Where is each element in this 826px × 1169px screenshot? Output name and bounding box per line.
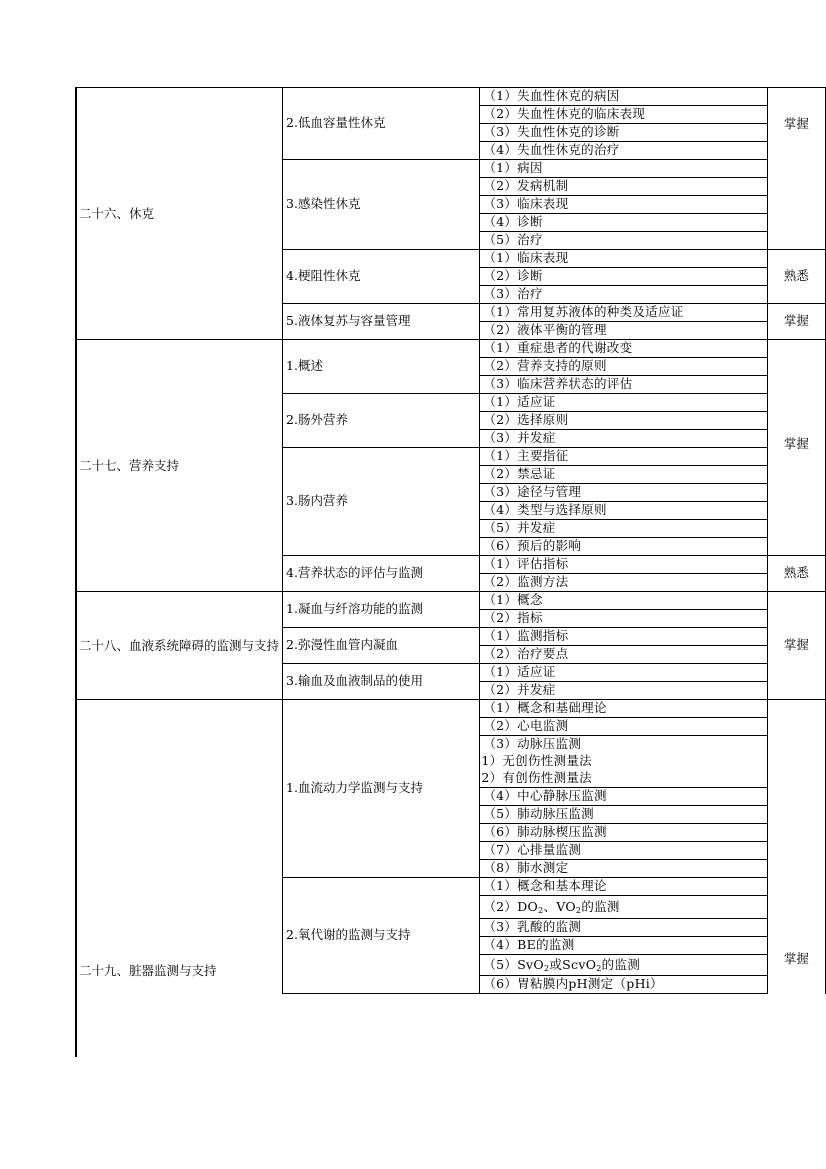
topic-title: 1.凝血与纤溶功能的监测	[283, 592, 480, 628]
item-text: （1）适应证	[480, 664, 767, 682]
item-text: （2）并发症	[480, 682, 767, 700]
item-text: （2）营养支持的原则	[480, 358, 767, 376]
table-row	[76, 592, 826, 610]
syllabus-body	[76, 88, 826, 994]
item-text: （4）BE的监测	[480, 937, 767, 955]
item-text: （7）心排量监测	[480, 842, 767, 860]
topic-title: 4.营养状态的评估与监测	[283, 556, 480, 592]
item-text: （2）指标	[480, 610, 767, 628]
item-text: （1）概念和基础理论	[480, 700, 767, 718]
item-text: （5）SvO$_2$或ScvO$_2$的监测	[480, 955, 767, 976]
item-text: （1）病因	[480, 160, 767, 178]
item-text: （1）概念	[480, 592, 767, 610]
item-text: （1）失血性休克的病因	[480, 88, 767, 106]
item-text: （3）失血性休克的诊断	[480, 124, 767, 142]
item-text: （3）途径与管理	[480, 484, 767, 502]
item-text: （2）液体平衡的管理	[480, 322, 767, 340]
topic-title: 1.血流动力学监测与支持	[283, 700, 480, 878]
item-text: （6）胃粘膜内pH测定（pHi）	[480, 976, 767, 994]
topic-title: 2.低血容量性休克	[283, 88, 480, 160]
topic-title: 2.肠外营养	[283, 394, 480, 448]
topic-title: 3.肠内营养	[283, 448, 480, 556]
requirement-level: 掌握	[767, 304, 825, 340]
item-text: （6）肺动脉楔压监测	[480, 824, 767, 842]
item-text: （4）类型与选择原则	[480, 502, 767, 520]
requirement-level: 掌握	[767, 88, 825, 250]
item-text: （3）临床表现	[480, 196, 767, 214]
item-text: （1）监测指标	[480, 628, 767, 646]
item-text: （3）临床营养状态的评估	[480, 376, 767, 394]
syllabus-table	[75, 87, 826, 994]
item-text: （2）禁忌证	[480, 466, 767, 484]
unit-title: 二十七、营养支持	[76, 340, 283, 592]
topic-title: 3.输血及血液制品的使用	[283, 664, 480, 700]
topic-title: 4.梗阻性休克	[283, 250, 480, 304]
item-text: （5）肺动脉压监测	[480, 806, 767, 824]
item-text: （2）选择原则	[480, 412, 767, 430]
requirement-level: 掌握	[767, 700, 825, 994]
item-text: （2）诊断	[480, 268, 767, 286]
unit-title: 二十六、休克	[76, 88, 283, 340]
unit-title: 二十八、血液系统障碍的监测与支持	[76, 592, 283, 700]
topic-title: 2.弥漫性血管内凝血	[283, 628, 480, 664]
requirement-level: 掌握	[767, 592, 825, 700]
item-text: （3）乳酸的监测	[480, 919, 767, 937]
item-text: （1）常用复苏液体的种类及适应证	[480, 304, 767, 322]
item-text: （4）诊断	[480, 214, 767, 232]
item-text: （5）治疗	[480, 232, 767, 250]
item-text: 1）无创伤性测量法	[480, 753, 767, 770]
item-text: （8）肺水测定	[480, 860, 767, 878]
item-text: 2）有创伤性测量法	[480, 770, 767, 788]
item-text: （4）失血性休克的治疗	[480, 142, 767, 160]
item-text: （6）预后的影响	[480, 538, 767, 556]
item-text: （2）失血性休克的临床表现	[480, 106, 767, 124]
topic-title: 5.液体复苏与容量管理	[283, 304, 480, 340]
topic-title: 3.感染性休克	[283, 160, 480, 250]
item-text: （1）概念和基本理论	[480, 878, 767, 896]
item-text: （1）评估指标	[480, 556, 767, 574]
requirement-level: 熟悉	[767, 250, 825, 304]
item-text: （2）发病机制	[480, 178, 767, 196]
item-text: （2）治疗要点	[480, 646, 767, 664]
topic-title: 1.概述	[283, 340, 480, 394]
item-text: （4）中心静脉压监测	[480, 788, 767, 806]
item-text: （3）并发症	[480, 430, 767, 448]
item-text: （1）主要指征	[480, 448, 767, 466]
item-text: （3）治疗	[480, 286, 767, 304]
item-text: （1）适应证	[480, 394, 767, 412]
item-text: $(2)DO_2$、$VO_2$的监测	[480, 896, 767, 919]
requirement-level: 熟悉	[767, 556, 825, 592]
item-text: （1）重症患者的代谢改变	[480, 340, 767, 358]
topic-title: 2.氧代谢的监测与支持	[283, 878, 480, 994]
item-text: （5）并发症	[480, 520, 767, 538]
item-text: （3）动脉压监测	[480, 736, 767, 754]
unit-title: 二十九、脏器监测与支持	[76, 700, 283, 994]
table-row	[76, 88, 826, 106]
table-row	[76, 340, 826, 358]
requirement-level: 掌握	[767, 340, 825, 556]
item-text: （2）心电监测	[480, 718, 767, 736]
item-text: （1）临床表现	[480, 250, 767, 268]
table-row	[76, 700, 826, 718]
item-text: （2）监测方法	[480, 574, 767, 592]
